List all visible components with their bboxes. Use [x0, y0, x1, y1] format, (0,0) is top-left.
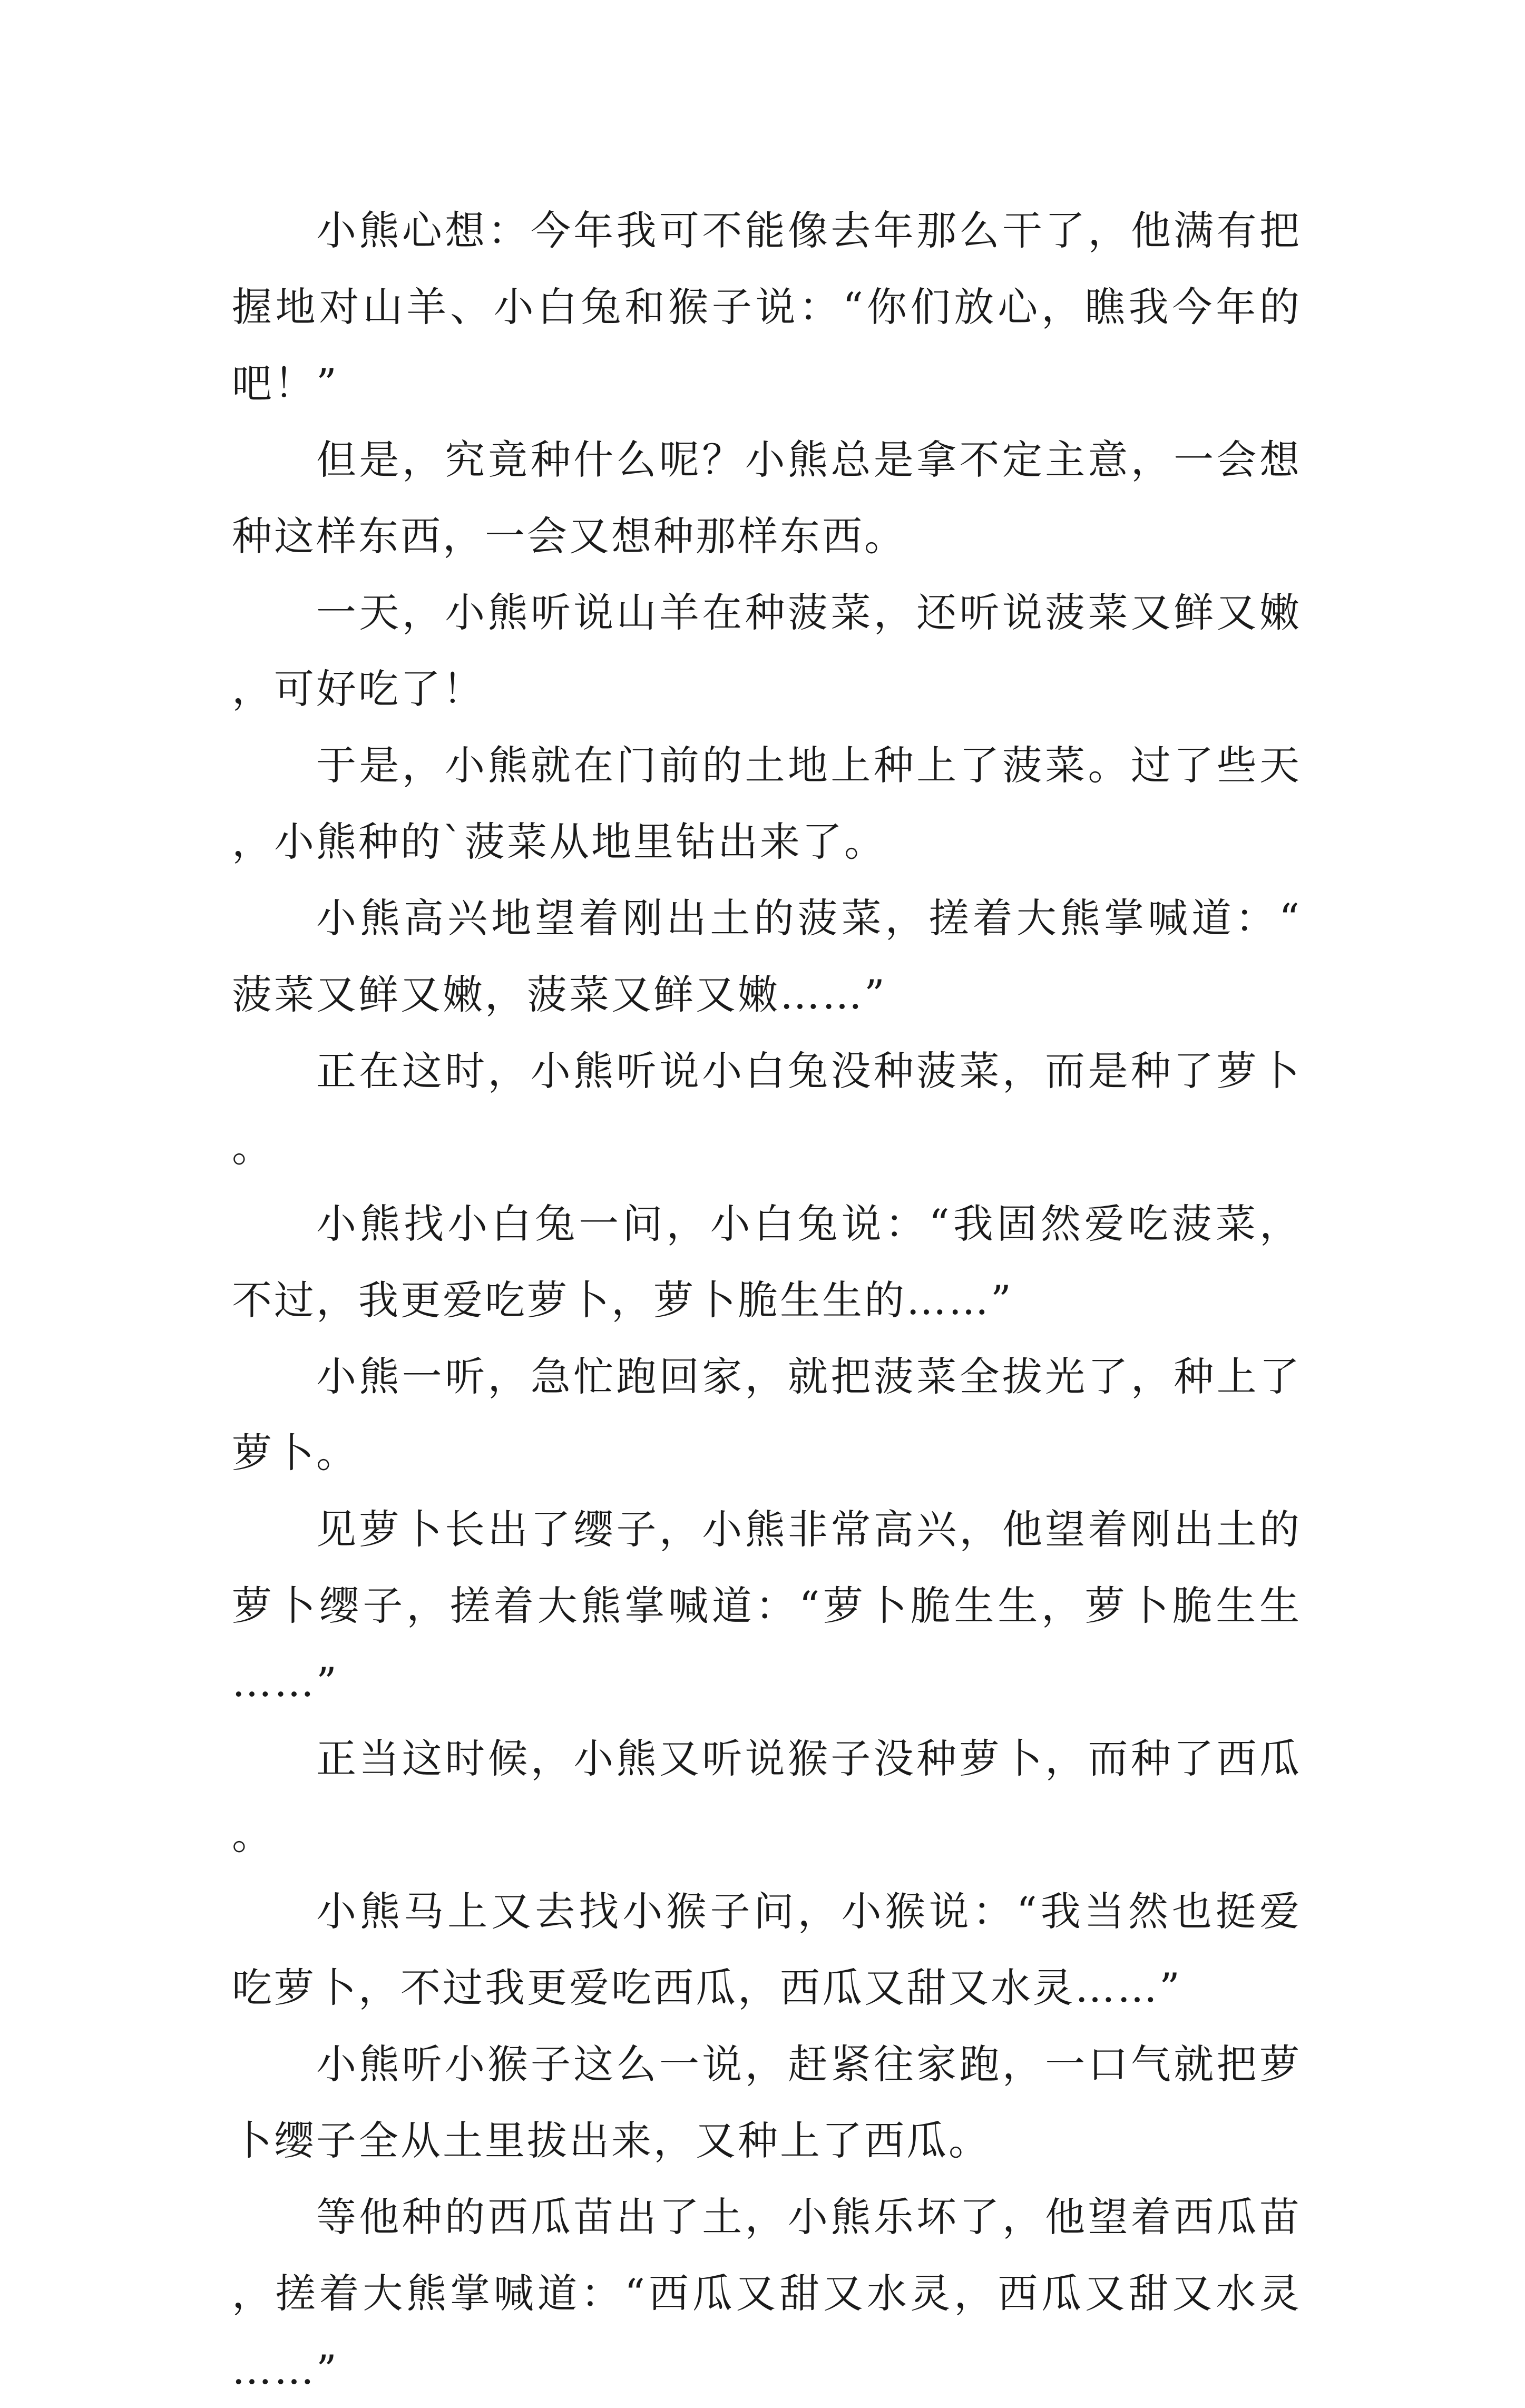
paragraph: 小熊心想：今年我可不能像去年那么干了，他满有把握地对山羊、小白兔和猴子说：“你们放心，瞧我今年的吧！”: [232, 207, 1302, 407]
paragraph: 但是，究竟种什么呢？小熊总是拿不定主意，一会想种这样东西，一会又想种那样东西。: [232, 436, 1302, 560]
paragraph: 小熊一听，急忙跑回家，就把菠菜全拔光了，种上了萝卜。: [232, 1353, 1302, 1476]
paragraph: 正在这时，小熊听说小白兔没种菠菜，而是种了萝卜。: [232, 1048, 1302, 1171]
story-body: [232, 192, 1302, 2408]
paragraph: 正当这时候，小熊又听说猴子没种萝卜，而种了西瓜。: [232, 1735, 1302, 1858]
paragraph: 小熊马上又去找小猴子问，小猴说：“我当然也挺爱吃萝卜，不过我更爱吃西瓜，西瓜又甜又水灵……”: [232, 1888, 1302, 2011]
paragraph: 小熊听小猴子这么一说，赶紧往家跑，一口气就把萝卜缨子全从土里拔出来，又种上了西瓜。: [232, 2041, 1302, 2164]
paragraph: 一天，小熊听说山羊在种菠菜，还听说菠菜又鲜又嫩，可好吃了！: [232, 589, 1302, 712]
paragraph: 见萝卜长出了缨子，小熊非常高兴，他望着刚出土的萝卜缨子，搓着大熊掌喊道：“萝卜脆生生，萝卜脆生生……”: [232, 1506, 1302, 1706]
paragraph: 小熊找小白兔一问，小白兔说：“我固然爱吃菠菜，不过，我更爱吃萝卜，萝卜脆生生的……”: [232, 1200, 1302, 1324]
paragraph: 等他种的西瓜苗出了土，小熊乐坏了，他望着西瓜苗，搓着大熊掌喊道：“西瓜又甜又水灵，西瓜又甜又水灵……”: [232, 2194, 1302, 2393]
paragraph: 于是，小熊就在门前的土地上种上了菠菜。过了些天，小熊种的`菠菜从地里钻出来了。: [232, 742, 1302, 865]
paragraph: 小熊高兴地望着刚出土的菠菜，搓着大熊掌喊道：“菠菜又鲜又嫩，菠菜又鲜又嫩……”: [232, 895, 1302, 1018]
